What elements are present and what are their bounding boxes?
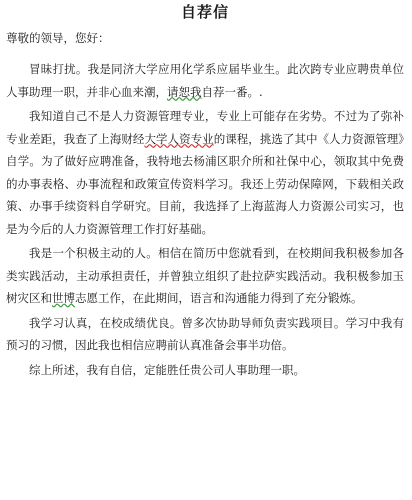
letter-title: 自荐信	[180, 3, 229, 21]
paragraph-3-text-a: 我是一个积极主动的人。相信在简历中您就看到，在校期间我积极参加各类实践活动，主动承担责任，并曾独立组织了赴拉萨实践活动。我积极参加玉树灾区和	[6, 246, 404, 305]
paragraph-introduction	[6, 58, 404, 103]
paragraph-2-underlined-text: 大学人资专业	[144, 131, 214, 146]
paragraph-1-text-b: 自荐一番。.	[201, 84, 263, 99]
paragraph-3-underlined-text: 世博	[52, 291, 75, 305]
paragraph-conclusion: 综上所述，我有自信，定能胜任贵公司人事助理一职。	[29, 362, 305, 377]
paragraph-1-underlined-text: 请恕我	[167, 84, 202, 99]
paragraph-preparation	[6, 105, 404, 240]
letter-greeting: 尊敬的领导，您好：	[6, 31, 110, 45]
paragraph-1-text-a: 冒昧打扰。我是同济大学应用化学系应届毕业生。此次跨专业应聘贵单位人事助理一职，并非心血来潮，	[6, 62, 404, 99]
paragraph-study: 我学习认真，在校成绩优良。曾多次协助导师负责实践项目。学习中我有预习的习惯，因此我也相信应聘前认真准备会事半功倍。	[6, 315, 404, 352]
paragraph-2-text-a: 我知道自己不是人力资源管理专业，专业上可能存在劣势。不过为了弥补专业差距，我查了上海财经	[6, 109, 404, 146]
paragraph-activities	[6, 242, 404, 310]
paragraph-3-text-b: 志愿工作，在此期间，语言和沟通能力得到了充分锻炼。	[75, 291, 363, 305]
paragraph-2-text-b: 的课程，挑选了其中《人力资源管理》自学。为了做好应聘准备，我特地去杨浦区职介所和社保中心，领取其中免费的办事表格、办事流程和政策宣传资料学习。我还上劳动保障网，下载相关政策、办事手续资料自学研究。目前，我选择了上海蓝海人力资源公司实习，也是为今后的人力资源管理工作打好基础。	[6, 131, 405, 236]
